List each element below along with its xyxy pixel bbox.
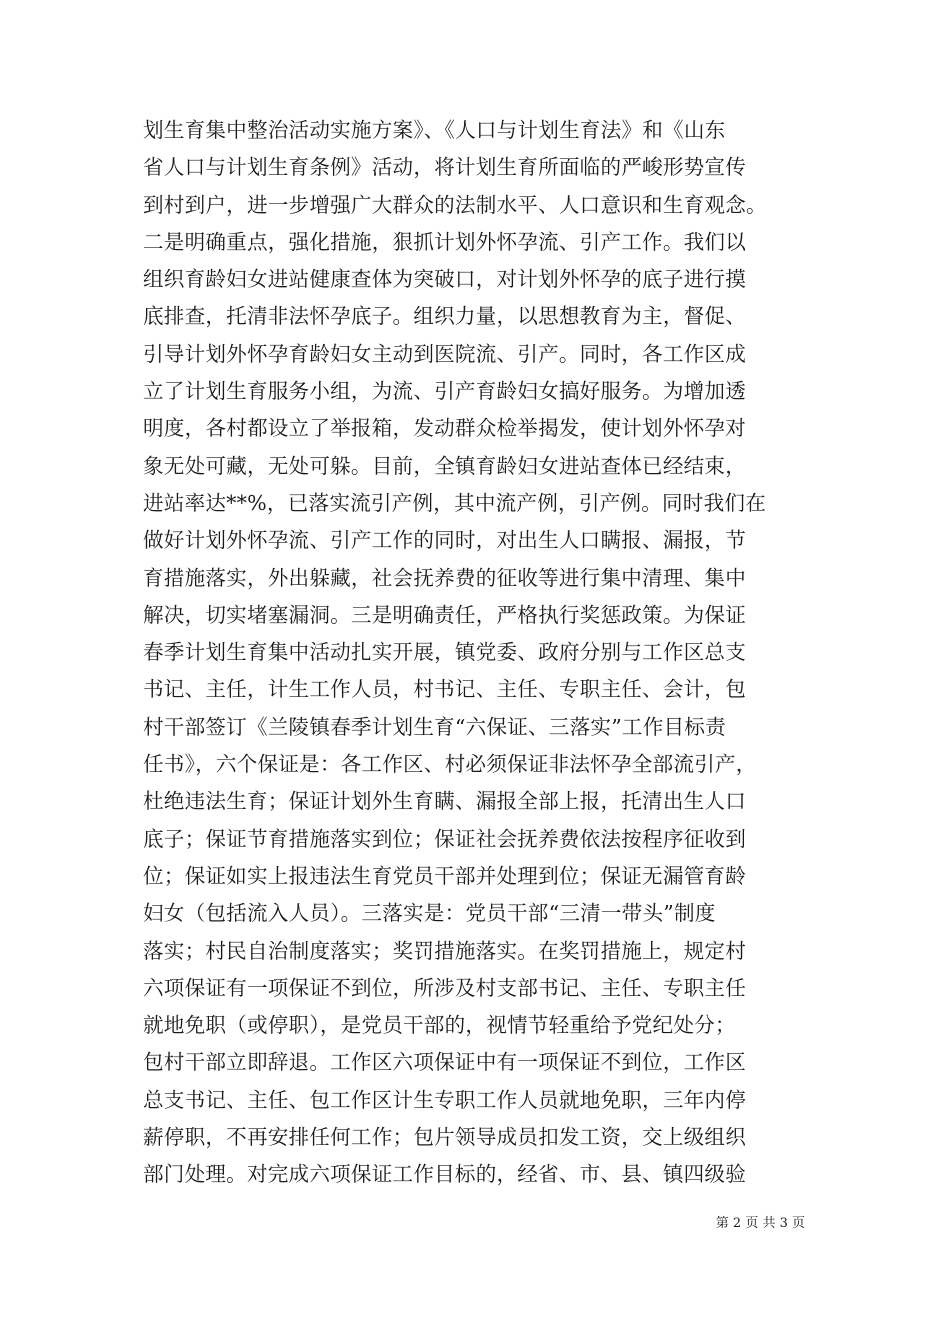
text-line: 育措施落实，外出躲藏，社会抚养费的征收等进行集中清理、集中 [143, 565, 747, 590]
text-line: 杜绝违法生育；保证计划外生育瞒、漏报全部上报，托清出生人口 [143, 789, 747, 814]
text-line: 包村干部立即辞退。工作区六项保证中有一项保证不到位，工作区 [143, 1050, 747, 1075]
text-line: 明度，各村都设立了举报箱，发动群众检举揭发，使计划外怀孕对 [143, 416, 747, 441]
text-line: 落实；村民自治制度落实；奖罚措施落实。在奖罚措施上，规定村 [143, 938, 747, 963]
text-line: 总支书记、主任、包工作区计生专职工作人员就地免职，三年内停 [143, 1087, 747, 1112]
text-line: 部门处理。对完成六项保证工作目标的，经省、市、县、镇四级验 [143, 1162, 747, 1187]
text-line: 薪停职，不再安排任何工作；包片领导成员扣发工资，交上级组织 [143, 1125, 747, 1150]
page-number-footer: 第 2 页 共 3 页 [715, 1216, 805, 1231]
text-line: 组织育龄妇女进站健康查体为突破口，对计划外怀孕的底子进行摸 [143, 267, 747, 292]
text-line: 书记、主任，计生工作人员，村书记、主任、专职主任、会计，包 [143, 677, 747, 702]
text-line: 象无处可藏，无处可躲。目前，全镇育龄妇女进站查体已经结束， [143, 453, 747, 478]
text-line: 进站率达**%，已落实流引产例，其中流产例，引产例。同时我们在 [143, 490, 766, 515]
text-line: 就地免职（或停职），是党员干部的，视情节轻重给予党纪处分； [143, 1013, 736, 1038]
text-line: 任书》，六个保证是：各工作区、村必须保证非法怀孕全部流引产， [143, 752, 757, 777]
text-line: 春季计划生育集中活动扎实开展，镇党委、政府分别与工作区总支 [143, 640, 747, 665]
text-line: 村干部签订《兰陵镇春季计划生育“六保证、三落实”工作目标责 [143, 714, 726, 739]
text-line: 省人口与计划生育条例》活动，将计划生育所面临的严峻形势宣传 [143, 155, 747, 180]
text-line: 底排查，托清非法怀孕底子。组织力量，以思想教育为主，督促、 [143, 304, 747, 329]
text-line: 妇女（包括流入人员）。三落实是：党员干部“三清一带头”制度 [143, 901, 716, 926]
text-line: 到村到户，进一步增强广大群众的法制水平、人口意识和生育观念。 [143, 192, 767, 217]
text-line: 划生育集中整治活动实施方案》、《人口与计划生育法》和《山东 [143, 118, 726, 142]
text-line: 二是明确重点，强化措施，狠抓计划外怀孕流、引产工作。我们以 [143, 229, 747, 254]
body-text [143, 112, 823, 1194]
text-line: 立了计划生育服务小组，为流、引产育龄妇女搞好服务。为增加透 [143, 379, 747, 404]
text-line: 六项保证有一项保证不到位，所涉及村支部书记、主任、专职主任 [143, 975, 747, 1000]
text-line: 解决，切实堵塞漏洞。三是明确责任，严格执行奖惩政策。为保证 [143, 602, 747, 627]
text-line: 做好计划外怀孕流、引产工作的同时，对出生人口瞒报、漏报，节 [143, 528, 747, 553]
text-line: 底子；保证节育措施落实到位；保证社会抚养费依法按程序征收到 [143, 826, 747, 851]
text-line: 位；保证如实上报违法生育党员干部并处理到位；保证无漏管育龄 [143, 863, 747, 888]
text-line: 引导计划外怀孕育龄妇女主动到医院流、引产。同时，各工作区成 [143, 341, 747, 366]
